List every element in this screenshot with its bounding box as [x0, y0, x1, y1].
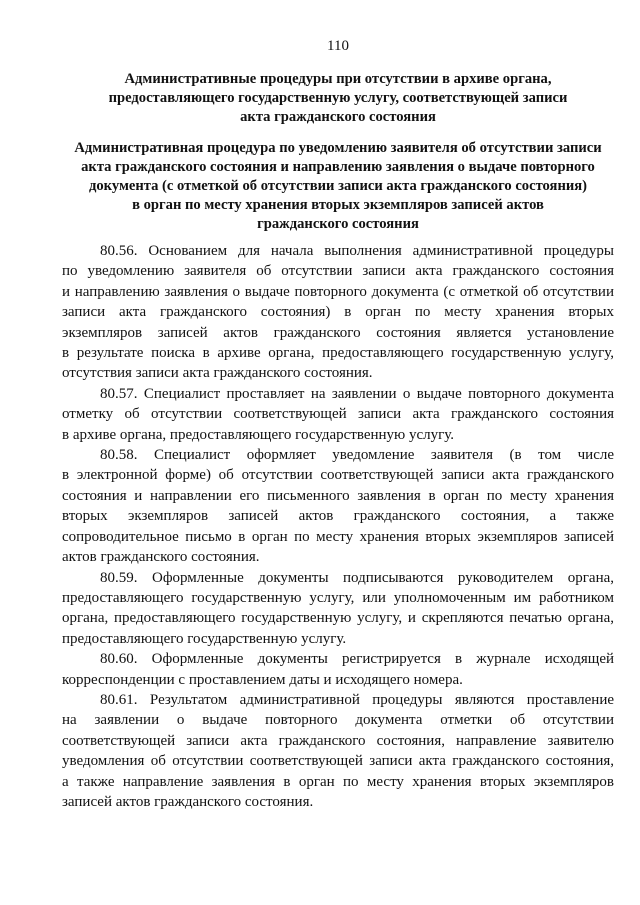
- paragraph-line: а также направление заявления в орган по месту хранения вторых экземпляров: [62, 773, 614, 790]
- procedure-heading-line: в орган по месту хранения вторых экземпляров записей актов: [132, 197, 544, 213]
- procedure-heading-line: акта гражданского состояния и направлению заявления о выдаче повторного: [81, 159, 595, 175]
- paragraph: [62, 690, 614, 812]
- procedure-heading-line: гражданского состояния: [257, 216, 419, 232]
- paragraph-line: 80.61. Результатом административной процедуры являются проставление: [100, 691, 614, 708]
- paragraph-line: в архиве органа, предоставляющего государственную услугу.: [62, 426, 455, 443]
- paragraph: [62, 241, 614, 384]
- document-page: [62, 0, 614, 905]
- paragraph-line: 80.57. Специалист проставляет на заявлении о выдаче повторного документа: [100, 385, 614, 402]
- paragraph-line: вторых экземпляров записей актов гражданского состояния, а также: [62, 508, 614, 525]
- paragraph-line: записи акта гражданского состояния) в орган по месту хранения вторых: [62, 304, 614, 321]
- paragraph-line: отметку об отсутствии соответствующей записи акта гражданского состояния: [62, 406, 614, 423]
- page-number: 110: [327, 38, 349, 54]
- paragraph-line: по уведомлению заявителя об отсутствии записи акта гражданского состояния: [62, 263, 614, 280]
- paragraph-line: в результате поиска в архиве органа, предоставляющего государственную услугу,: [62, 345, 614, 362]
- paragraph-line: в электронной форме) об отсутствии соответствующей записи акта гражданского: [62, 467, 614, 484]
- paragraph-line: 80.56. Основанием для начала выполнения административной процедуры: [100, 243, 614, 259]
- document-body: [62, 241, 614, 812]
- section-heading-line: Административные процедуры при отсутствии в архиве органа,: [124, 71, 552, 87]
- paragraph-line: 80.58. Специалист оформляет уведомление заявителя (в том числе: [100, 447, 614, 464]
- section-heading: [62, 70, 614, 127]
- paragraph-line: записей актов гражданского состояния.: [62, 793, 314, 810]
- paragraph-line: предоставляющего государственную услугу.: [62, 630, 347, 647]
- paragraph-line: соответствующей записи акта гражданского состояния, направление заявителю: [62, 732, 614, 749]
- paragraph-line: сопроводительное письмо в орган по месту хранения вторых экземпляров записей: [62, 528, 614, 545]
- paragraph-line: состояния и направлении его письменного заявления в орган по месту хранения: [62, 487, 614, 504]
- paragraph-line: корреспонденции с проставлением даты и исходящего номера.: [62, 671, 463, 688]
- section-heading-line: предоставляющего государственную услугу, соответствующей записи: [108, 90, 568, 106]
- paragraph: [62, 445, 614, 567]
- paragraph-line: органа, предоставляющего государственную услугу, и скрепляются печатью органа,: [62, 610, 614, 627]
- paragraph-line: 80.60. Оформленные документы регистрируется в журнале исходящей: [100, 651, 614, 668]
- paragraph: [62, 649, 614, 690]
- procedure-heading: [62, 139, 614, 234]
- paragraph-line: уведомления об отсутствии соответствующей записи акта гражданского состояния,: [62, 753, 614, 770]
- paragraph-line: актов гражданского состояния.: [62, 549, 260, 566]
- paragraph-line: экземпляров записей актов гражданского состояния является установление: [62, 324, 614, 341]
- procedure-heading-line: документа (с отметкой об отсутствии записи акта гражданского состояния): [88, 178, 588, 194]
- paragraph-line: предоставляющего государственную услугу, или уполномоченным им работником: [62, 589, 614, 606]
- paragraph: [62, 384, 614, 445]
- paragraph-line: и направлению заявления о выдаче повторного документа (с отметкой об отсутствии: [62, 283, 614, 300]
- paragraph-line: на заявлении о выдаче повторного документа отметки об отсутствии: [62, 712, 614, 729]
- paragraph-line: отсутствия записи акта гражданского состояния.: [62, 365, 373, 382]
- procedure-heading-line: Административная процедура по уведомлению заявителя об отсутствии записи: [74, 140, 602, 156]
- paragraph-line: 80.59. Оформленные документы подписываются руководителем органа,: [100, 569, 614, 586]
- paragraph: [62, 568, 614, 650]
- section-heading-line: акта гражданского состояния: [240, 109, 436, 125]
